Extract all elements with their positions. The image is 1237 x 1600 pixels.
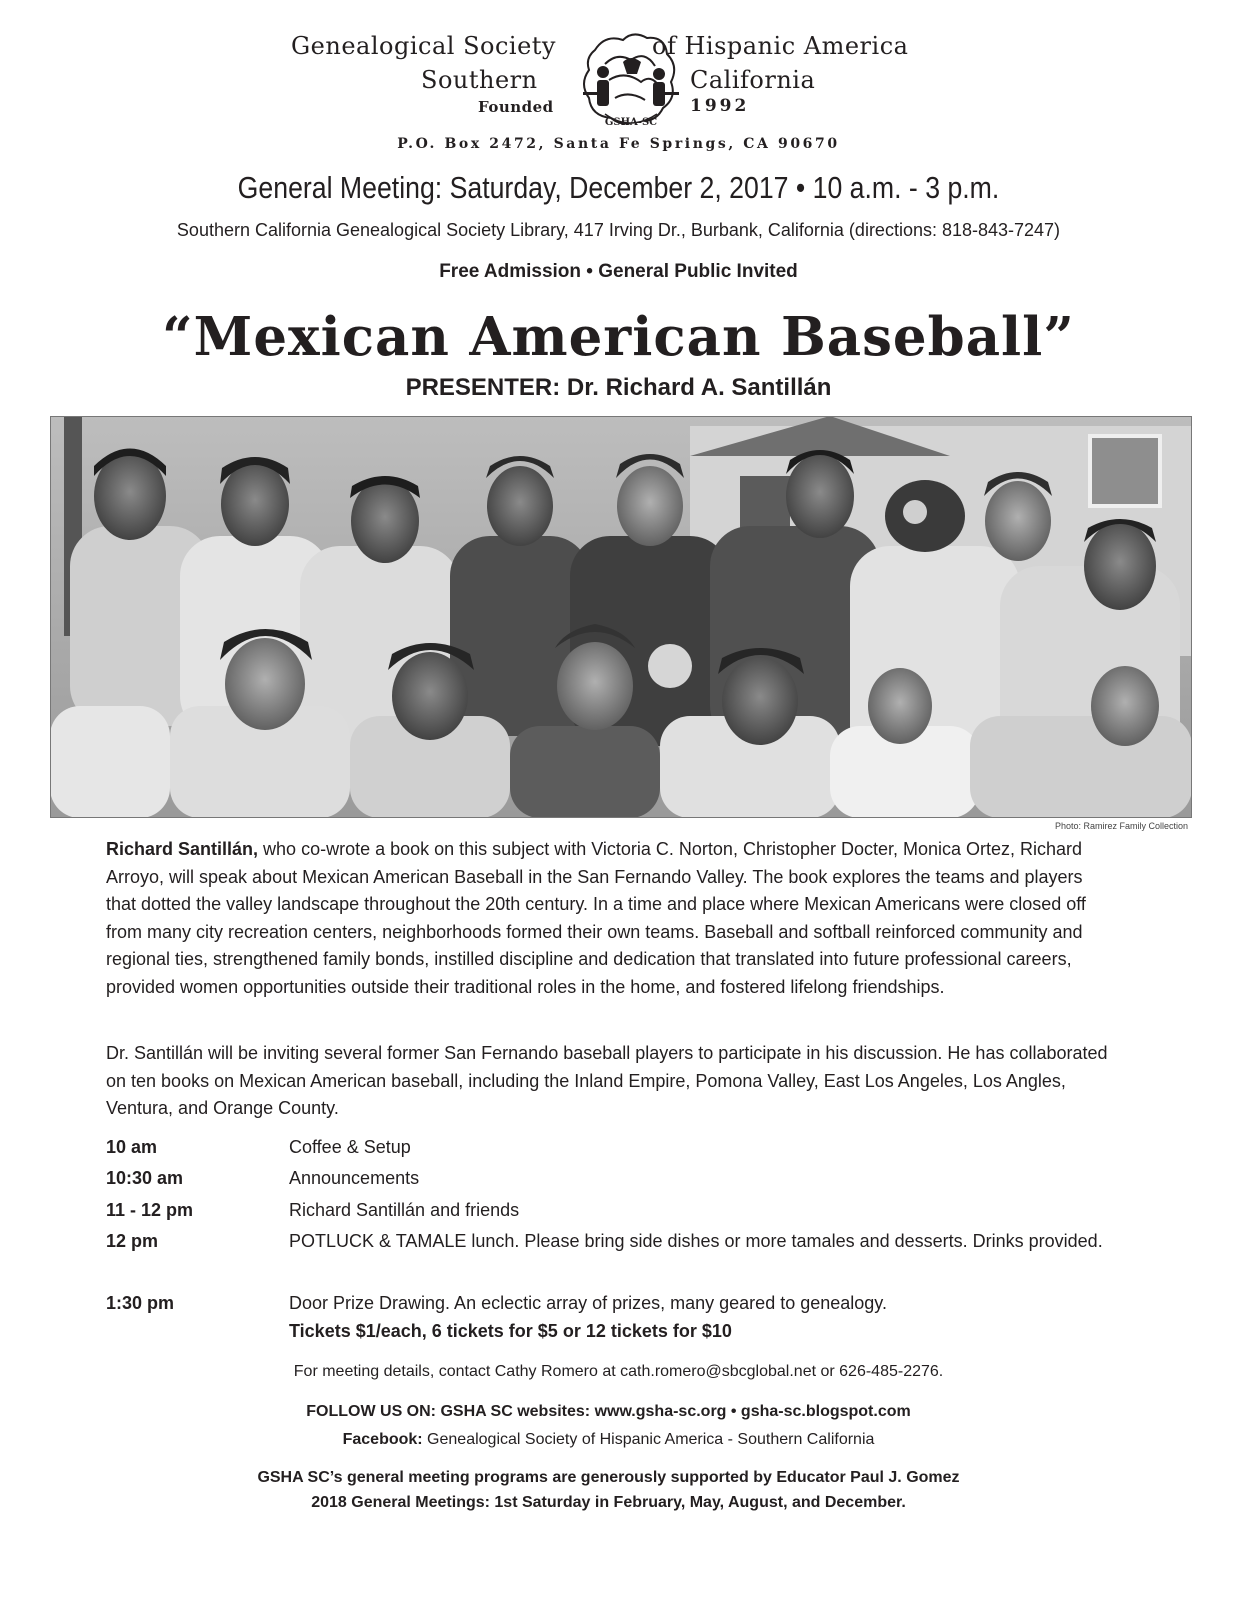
- presenter-name-lead: Richard Santillán,: [106, 839, 259, 859]
- sponsor-note: GSHA SC’s general meeting programs are generously supported by Educator Paul J. Gomez: [257, 1469, 960, 1486]
- org-header: [0, 28, 1237, 143]
- photo-credit: Photo: Ramirez Family Collection: [1054, 821, 1188, 831]
- founded-label: Founded: [478, 98, 554, 116]
- org-name-line2-left: Southern: [421, 66, 538, 94]
- schedule-description: POTLUCK & TAMALE lunch. Please bring side dishes or more tamales and desserts. Drinks provided.: [289, 1231, 1103, 1251]
- org-name-line2-right: California: [690, 66, 816, 94]
- founded-year: 1992: [690, 96, 750, 116]
- schedule-description: Coffee & Setup: [289, 1137, 411, 1157]
- schedule-time: 10:30 am: [106, 1168, 184, 1188]
- presenter-line: PRESENTER: Dr. Richard A. Santillán: [405, 374, 832, 401]
- meeting-headline: General Meeting: Saturday, December 2, 2017 • 10 a.m. - 3 p.m.: [237, 170, 1000, 205]
- follow-us-websites: FOLLOW US ON: GSHA SC websites: www.gsha-sc.org • gsha-sc.blogspot.com: [306, 1403, 911, 1420]
- facebook-label: Facebook:: [342, 1431, 423, 1448]
- schedule-row: [106, 1227, 1116, 1289]
- description-paragraph-1-text: who co-wrote a book on this subject with Victoria C. Norton, Christopher Docter, Monica Ortez, Richard Arroyo, will speak about Mexican American Baseball in the San Fernando Valley. The book explores the teams and players that dotted the valley landscape throughout the 20th century. In a time and place where Mexican Americans were closed off from many city recreation centers, neighborhoods formed their own teams. Baseball and softball reinforced community and regional ties, strengthened family bonds, instilled discipline and dedication that translated into future professional careers, provided women opportunities outside their traditional roles in the home, and fostered lifelong friendships.: [106, 839, 1086, 997]
- schedule-row: [106, 1133, 1116, 1164]
- schedule-row: [106, 1196, 1116, 1227]
- admission-note: Free Admission • General Public Invited: [439, 261, 798, 282]
- schedule-description: Door Prize Drawing. An eclectic array of prizes, many geared to genealogy.: [289, 1293, 887, 1313]
- facebook-page-name: Genealogical Society of Hispanic America - Southern California: [422, 1431, 875, 1448]
- org-name-line1-left: Genealogical Society: [291, 32, 556, 60]
- ticket-prices: Tickets $1/each, 6 tickets for $5 or 12 tickets for $10: [289, 1321, 732, 1341]
- description-paragraph-1: [106, 836, 1116, 1001]
- team-photo: [50, 416, 1192, 818]
- facebook-line: [0, 1431, 1217, 1449]
- schedule-time: 10 am: [106, 1137, 158, 1157]
- contact-info: For meeting details, contact Cathy Romero at cath.romero@sbcglobal.net or 626-485-2276.: [293, 1363, 944, 1380]
- schedule-description: Announcements: [289, 1168, 420, 1188]
- schedule-time: 12 pm: [106, 1231, 159, 1251]
- event-schedule: [106, 1133, 1116, 1347]
- event-title: “Mexican American Baseball”: [162, 306, 1075, 368]
- schedule-row: [106, 1289, 1116, 1347]
- schedule-time: 1:30 pm: [106, 1293, 175, 1313]
- meeting-location: Southern California Genealogical Society Library, 417 Irving Dr., Burbank, California (directions: 818-843-7247): [176, 220, 1061, 240]
- gsha-seal-logo: [575, 28, 685, 136]
- meetings-2018-schedule: 2018 General Meetings: 1st Saturday in February, May, August, and December.: [311, 1494, 906, 1511]
- mailing-address: P.O. Box 2472, Santa Fe Springs, CA 90670: [397, 136, 840, 152]
- org-name-line1-right: of Hispanic America: [652, 32, 909, 60]
- schedule-row: [106, 1164, 1116, 1196]
- schedule-time: 11 - 12 pm: [106, 1200, 194, 1220]
- schedule-description: Richard Santillán and friends: [289, 1200, 520, 1220]
- description-paragraph-2: Dr. Santillán will be inviting several former San Fernando baseball players to participate in his discussion. He has collaborated on ten books on Mexican American baseball, including the Inland Empire, Pomona Valley, East Los Angeles, Los Angles, Ventura, and Orange County.: [106, 1043, 1108, 1118]
- seal-text: GSHA-SC: [604, 117, 658, 128]
